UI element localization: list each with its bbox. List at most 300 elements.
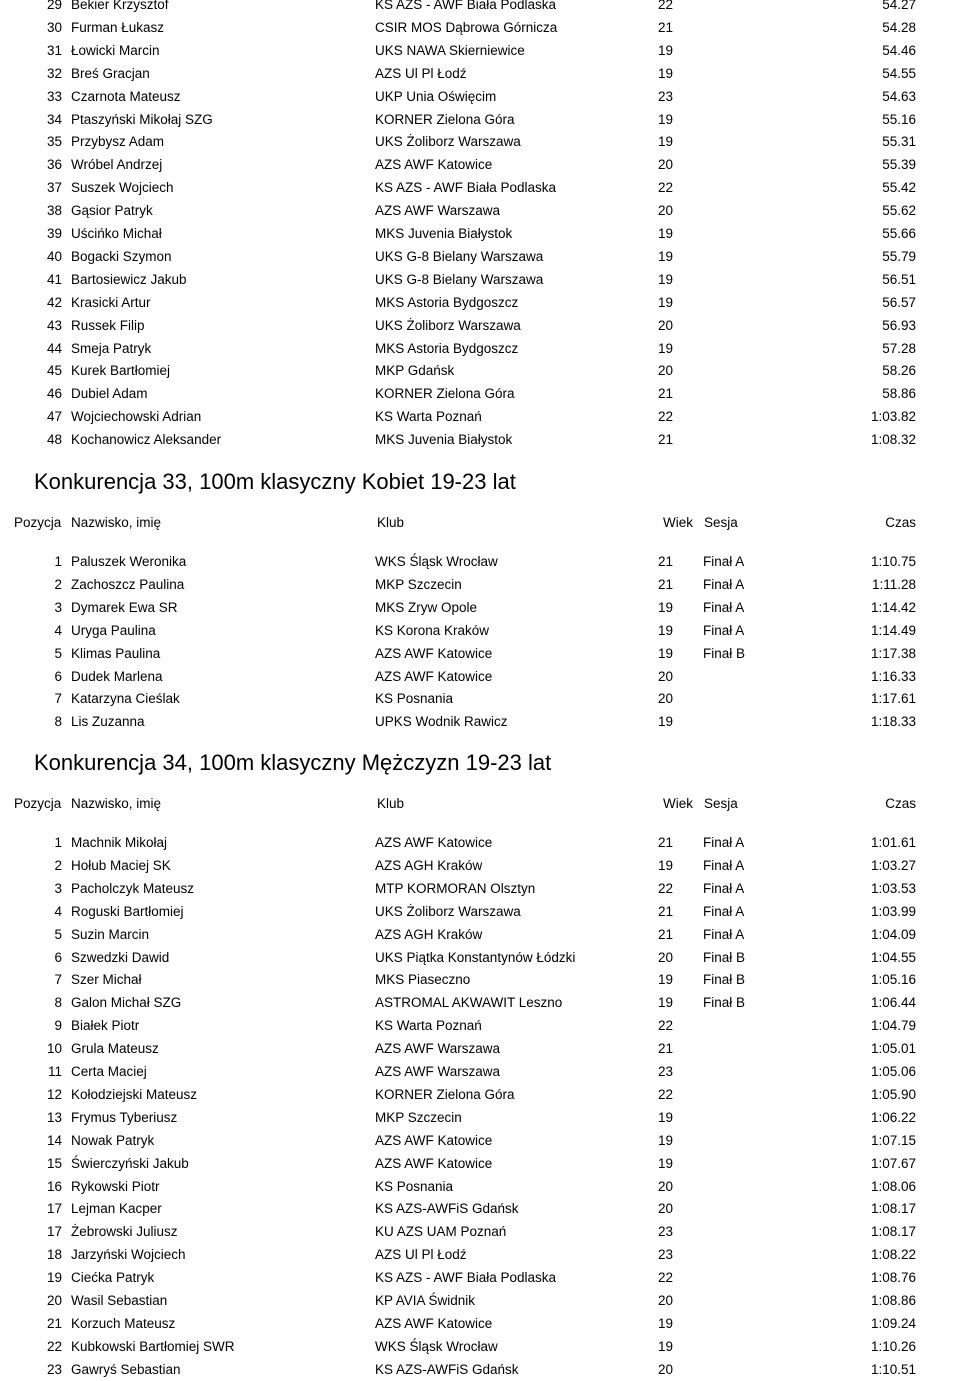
club-cell: MKP Szczecin xyxy=(375,577,462,592)
club-cell: KS AZS-AWFiS Gdańsk xyxy=(375,1201,519,1216)
result-row xyxy=(0,1221,960,1243)
age-cell: 22 xyxy=(658,1087,674,1102)
time-cell: 1:07.67 xyxy=(870,1156,916,1171)
name-cell: Szwedzki Dawid xyxy=(71,950,170,965)
time-cell: 1:08.86 xyxy=(870,1293,916,1308)
age-cell: 19 xyxy=(658,295,674,310)
time-cell: 1:05.90 xyxy=(870,1087,916,1102)
time-cell: 1:06.44 xyxy=(870,995,916,1010)
name-cell: Uryga Paulina xyxy=(71,623,156,638)
header-club: Klub xyxy=(377,515,405,530)
time-cell: 54.27 xyxy=(882,0,916,12)
time-cell: 1:17.38 xyxy=(870,646,916,661)
position-cell: 6 xyxy=(54,669,62,684)
name-cell: Pacholczyk Mateusz xyxy=(71,881,195,896)
position-cell: 7 xyxy=(54,972,62,987)
result-row xyxy=(0,1061,960,1083)
session-cell: Finał B xyxy=(703,950,746,965)
club-cell: AZS AWF Katowice xyxy=(375,157,493,172)
position-cell: 7 xyxy=(54,691,62,706)
result-row xyxy=(0,109,960,131)
session-cell: Finał A xyxy=(703,858,745,873)
age-cell: 20 xyxy=(658,1362,674,1377)
name-cell: Frymus Tyberiusz xyxy=(71,1110,178,1125)
age-cell: 22 xyxy=(658,1270,674,1285)
time-cell: 1:10.26 xyxy=(870,1339,916,1354)
name-cell: Kurek Bartłomiej xyxy=(71,363,171,378)
result-row xyxy=(0,1107,960,1129)
header-name: Nazwisko, imię xyxy=(71,796,162,811)
header-position: Pozycja xyxy=(14,796,62,811)
club-cell: UKS Żoliborz Warszawa xyxy=(375,318,521,333)
position-cell: 21 xyxy=(46,1316,62,1331)
header-session: Sesja xyxy=(704,796,738,811)
age-cell: 19 xyxy=(658,341,674,356)
age-cell: 19 xyxy=(658,66,674,81)
club-cell: AZS Ul Pl Łodź xyxy=(375,1247,467,1262)
result-row xyxy=(0,0,960,16)
age-cell: 22 xyxy=(658,1018,674,1033)
club-cell: WKS Śląsk Wrocław xyxy=(375,554,498,569)
age-cell: 23 xyxy=(658,1224,674,1239)
result-row xyxy=(0,406,960,428)
position-cell: 2 xyxy=(54,858,62,873)
age-cell: 21 xyxy=(658,904,674,919)
time-cell: 1:03.99 xyxy=(870,904,916,919)
position-cell: 9 xyxy=(54,1018,62,1033)
name-cell: Breś Gracjan xyxy=(71,66,150,81)
time-cell: 1:08.17 xyxy=(870,1224,916,1239)
age-cell: 21 xyxy=(658,432,674,447)
position-cell: 29 xyxy=(46,0,62,12)
club-cell: KU AZS UAM Poznań xyxy=(375,1224,507,1239)
time-cell: 56.57 xyxy=(882,295,916,310)
name-cell: Szer Michał xyxy=(71,972,142,987)
age-cell: 22 xyxy=(658,881,674,896)
time-cell: 1:05.01 xyxy=(870,1041,916,1056)
club-cell: MKS Astoria Bydgoszcz xyxy=(375,341,519,356)
result-row xyxy=(0,1130,960,1152)
club-cell: AZS AWF Katowice xyxy=(375,646,493,661)
club-cell: UKP Unia Oświęcim xyxy=(375,89,497,104)
time-cell: 1:07.15 xyxy=(870,1133,916,1148)
name-cell: Łowicki Marcin xyxy=(71,43,160,58)
name-cell: Uścińko Michał xyxy=(71,226,162,241)
club-cell: MKS Piaseczno xyxy=(375,972,471,987)
age-cell: 19 xyxy=(658,134,674,149)
name-cell: Zachoszcz Paulina xyxy=(71,577,185,592)
age-cell: 19 xyxy=(658,1156,674,1171)
position-cell: 42 xyxy=(46,295,62,310)
result-row xyxy=(0,1336,960,1358)
time-cell: 56.93 xyxy=(882,318,916,333)
club-cell: KS AZS - AWF Biała Podlaska xyxy=(375,180,557,195)
age-cell: 20 xyxy=(658,203,674,218)
club-cell: KS Posnania xyxy=(375,1179,454,1194)
name-cell: Ciećka Patryk xyxy=(71,1270,155,1285)
club-cell: MKS Astoria Bydgoszcz xyxy=(375,295,519,310)
name-cell: Nowak Patryk xyxy=(71,1133,155,1148)
club-cell: AZS AWF Katowice xyxy=(375,669,493,684)
club-cell: UKS G-8 Bielany Warszawa xyxy=(375,249,544,264)
position-cell: 17 xyxy=(46,1201,62,1216)
time-cell: 55.16 xyxy=(882,112,916,127)
name-cell: Certa Maciej xyxy=(71,1064,147,1079)
club-cell: AZS AWF Warszawa xyxy=(375,1041,501,1056)
result-row xyxy=(0,1176,960,1198)
name-cell: Ptaszyński Mikołaj SZG xyxy=(71,112,213,127)
age-cell: 19 xyxy=(658,272,674,287)
position-cell: 5 xyxy=(54,927,62,942)
age-cell: 20 xyxy=(658,1293,674,1308)
name-cell: Paluszek Weronika xyxy=(71,554,187,569)
position-cell: 4 xyxy=(54,623,62,638)
name-cell: Lis Zuzanna xyxy=(71,714,145,729)
table-header xyxy=(0,512,960,534)
club-cell: MKS Zryw Opole xyxy=(375,600,478,615)
age-cell: 22 xyxy=(658,409,674,424)
time-cell: 1:17.61 xyxy=(870,691,916,706)
age-cell: 19 xyxy=(658,226,674,241)
result-row xyxy=(0,40,960,62)
name-cell: Kubkowski Bartłomiej SWR xyxy=(71,1339,235,1354)
club-cell: MKS Juvenia Białystok xyxy=(375,226,513,241)
position-cell: 30 xyxy=(46,20,62,35)
section-title: Konkurencja 34, 100m klasyczny Mężczyzn 19-23 lat xyxy=(34,750,552,775)
club-cell: UKS NAWA Skierniewice xyxy=(375,43,525,58)
position-cell: 36 xyxy=(46,157,62,172)
position-cell: 1 xyxy=(54,554,62,569)
header-session: Sesja xyxy=(704,515,738,530)
age-cell: 23 xyxy=(658,89,674,104)
age-cell: 21 xyxy=(658,20,674,35)
club-cell: KS Posnania xyxy=(375,691,454,706)
name-cell: Kołodziejski Mateusz xyxy=(71,1087,198,1102)
name-cell: Rykowski Piotr xyxy=(71,1179,160,1194)
time-cell: 1:06.22 xyxy=(870,1110,916,1125)
result-row xyxy=(0,360,960,382)
club-cell: KORNER Zielona Góra xyxy=(375,386,515,401)
section-title: Konkurencja 33, 100m klasyczny Kobiet 19-23 lat xyxy=(34,469,516,494)
name-cell: Bekier Krzysztof xyxy=(71,0,169,12)
result-row xyxy=(0,223,960,245)
age-cell: 21 xyxy=(658,835,674,850)
position-cell: 33 xyxy=(46,89,62,104)
result-row xyxy=(0,131,960,153)
result-row xyxy=(0,1153,960,1175)
position-cell: 14 xyxy=(46,1133,62,1148)
result-row xyxy=(0,200,960,222)
name-cell: Suzin Marcin xyxy=(71,927,150,942)
age-cell: 23 xyxy=(658,1247,674,1262)
position-cell: 12 xyxy=(46,1087,62,1102)
name-cell: Hołub Maciej SK xyxy=(71,858,171,873)
age-cell: 19 xyxy=(658,1339,674,1354)
position-cell: 23 xyxy=(46,1362,62,1377)
age-cell: 19 xyxy=(658,972,674,987)
name-cell: Wojciechowski Adrian xyxy=(71,409,202,424)
session-cell: Finał A xyxy=(703,835,745,850)
name-cell: Machnik Mikołaj xyxy=(71,835,168,850)
age-cell: 22 xyxy=(658,180,674,195)
header-name: Nazwisko, imię xyxy=(71,515,162,530)
table-header xyxy=(0,793,960,815)
name-cell: Smeja Patryk xyxy=(71,341,152,356)
name-cell: Krasicki Artur xyxy=(71,295,151,310)
club-cell: AZS AWF Katowice xyxy=(375,1133,493,1148)
age-cell: 19 xyxy=(658,43,674,58)
club-cell: AZS AGH Kraków xyxy=(375,927,483,942)
name-cell: Czarnota Mateusz xyxy=(71,89,181,104)
name-cell: Białek Piotr xyxy=(71,1018,140,1033)
name-cell: Gawryś Sebastian xyxy=(71,1362,181,1377)
age-cell: 21 xyxy=(658,1041,674,1056)
name-cell: Dubiel Adam xyxy=(71,386,148,401)
name-cell: Grula Mateusz xyxy=(71,1041,159,1056)
result-row xyxy=(0,86,960,108)
club-cell: KS Warta Poznań xyxy=(375,1018,482,1033)
age-cell: 19 xyxy=(658,1110,674,1125)
age-cell: 22 xyxy=(658,0,674,12)
club-cell: AZS Ul Pl Łodź xyxy=(375,66,467,81)
result-row xyxy=(0,429,960,451)
position-cell: 47 xyxy=(46,409,62,424)
position-cell: 44 xyxy=(46,341,62,356)
result-row xyxy=(0,292,960,314)
position-cell: 41 xyxy=(46,272,62,287)
result-row xyxy=(0,1290,960,1312)
age-cell: 19 xyxy=(658,249,674,264)
time-cell: 1:10.75 xyxy=(870,554,916,569)
result-row xyxy=(0,924,960,946)
position-cell: 32 xyxy=(46,66,62,81)
result-row xyxy=(0,597,960,619)
age-cell: 20 xyxy=(658,1201,674,1216)
time-cell: 1:01.61 xyxy=(870,835,916,850)
position-cell: 20 xyxy=(46,1293,62,1308)
club-cell: UKS Żoliborz Warszawa xyxy=(375,904,521,919)
name-cell: Russek Filip xyxy=(71,318,145,333)
result-row xyxy=(0,315,960,337)
age-cell: 19 xyxy=(658,1133,674,1148)
time-cell: 54.46 xyxy=(882,43,916,58)
time-cell: 55.62 xyxy=(882,203,916,218)
result-row xyxy=(0,338,960,360)
result-row xyxy=(0,711,960,733)
result-row xyxy=(0,620,960,642)
result-row xyxy=(0,969,960,991)
club-cell: AZS AGH Kraków xyxy=(375,858,483,873)
club-cell: AZS AWF Warszawa xyxy=(375,1064,501,1079)
club-cell: MKS Juvenia Białystok xyxy=(375,432,513,447)
result-row xyxy=(0,1313,960,1335)
result-row xyxy=(0,269,960,291)
position-cell: 17 xyxy=(46,1224,62,1239)
position-cell: 6 xyxy=(54,950,62,965)
name-cell: Jarzyński Wojciech xyxy=(71,1247,186,1262)
position-cell: 18 xyxy=(46,1247,62,1262)
header-age: Wiek xyxy=(663,515,693,530)
club-cell: UKS Piątka Konstantynów Łódzki xyxy=(375,950,576,965)
name-cell: Korzuch Mateusz xyxy=(71,1316,176,1331)
time-cell: 1:10.51 xyxy=(870,1362,916,1377)
position-cell: 1 xyxy=(54,835,62,850)
club-cell: AZS AWF Katowice xyxy=(375,1316,493,1331)
name-cell: Bogacki Szymon xyxy=(71,249,172,264)
age-cell: 20 xyxy=(658,669,674,684)
time-cell: 1:18.33 xyxy=(870,714,916,729)
session-cell: Finał B xyxy=(703,972,746,987)
club-cell: KS Korona Kraków xyxy=(375,623,490,638)
session-cell: Finał B xyxy=(703,995,746,1010)
club-cell: CSIR MOS Dąbrowa Górnicza xyxy=(375,20,558,35)
position-cell: 11 xyxy=(47,1064,62,1079)
time-cell: 1:11.28 xyxy=(871,577,916,592)
position-cell: 13 xyxy=(46,1110,62,1125)
time-cell: 58.86 xyxy=(882,386,916,401)
time-cell: 57.28 xyxy=(882,341,916,356)
time-cell: 1:08.22 xyxy=(870,1247,916,1262)
session-cell: Finał A xyxy=(703,623,745,638)
result-row xyxy=(0,17,960,39)
result-row xyxy=(0,177,960,199)
result-row xyxy=(0,383,960,405)
time-cell: 1:04.55 xyxy=(870,950,916,965)
age-cell: 19 xyxy=(658,600,674,615)
name-cell: Bartosiewicz Jakub xyxy=(71,272,187,287)
time-cell: 1:05.16 xyxy=(870,972,916,987)
position-cell: 45 xyxy=(46,363,62,378)
position-cell: 10 xyxy=(46,1041,62,1056)
position-cell: 5 xyxy=(54,646,62,661)
time-cell: 54.28 xyxy=(882,20,916,35)
name-cell: Suszek Wojciech xyxy=(71,180,174,195)
club-cell: KS AZS - AWF Biała Podlaska xyxy=(375,1270,557,1285)
name-cell: Dudek Marlena xyxy=(71,669,163,684)
name-cell: Galon Michał SZG xyxy=(71,995,182,1010)
name-cell: Furman Łukasz xyxy=(71,20,165,35)
position-cell: 48 xyxy=(46,432,62,447)
name-cell: Przybysz Adam xyxy=(71,134,165,149)
age-cell: 19 xyxy=(658,858,674,873)
time-cell: 1:03.82 xyxy=(870,409,916,424)
position-cell: 37 xyxy=(46,180,62,195)
age-cell: 21 xyxy=(658,577,674,592)
result-row xyxy=(0,643,960,665)
time-cell: 54.55 xyxy=(882,66,916,81)
result-row xyxy=(0,901,960,923)
club-cell: KP AVIA Świdnik xyxy=(375,1293,476,1308)
result-row xyxy=(0,992,960,1014)
name-cell: Klimas Paulina xyxy=(71,646,161,661)
club-cell: MKP Szczecin xyxy=(375,1110,462,1125)
session-cell: Finał A xyxy=(703,881,745,896)
name-cell: Żebrowski Juliusz xyxy=(71,1224,178,1239)
time-cell: 55.79 xyxy=(882,249,916,264)
result-row xyxy=(0,154,960,176)
position-cell: 2 xyxy=(54,577,62,592)
position-cell: 8 xyxy=(54,995,62,1010)
club-cell: UPKS Wodnik Rawicz xyxy=(375,714,508,729)
time-cell: 1:09.24 xyxy=(870,1316,916,1331)
time-cell: 1:03.27 xyxy=(870,858,916,873)
club-cell: MTP KORMORAN Olsztyn xyxy=(375,881,536,896)
result-row xyxy=(0,947,960,969)
club-cell: AZS AWF Warszawa xyxy=(375,203,501,218)
age-cell: 19 xyxy=(658,112,674,127)
position-cell: 3 xyxy=(54,600,62,615)
header-position: Pozycja xyxy=(14,515,62,530)
position-cell: 8 xyxy=(54,714,62,729)
age-cell: 20 xyxy=(658,157,674,172)
position-cell: 34 xyxy=(46,112,62,127)
position-cell: 19 xyxy=(46,1270,62,1285)
header-club: Klub xyxy=(377,796,405,811)
header-age: Wiek xyxy=(663,796,693,811)
club-cell: AZS AWF Katowice xyxy=(375,1156,493,1171)
name-cell: Wasil Sebastian xyxy=(71,1293,168,1308)
club-cell: UKS G-8 Bielany Warszawa xyxy=(375,272,544,287)
time-cell: 1:08.06 xyxy=(870,1179,916,1194)
age-cell: 21 xyxy=(658,927,674,942)
age-cell: 20 xyxy=(658,363,674,378)
club-cell: KORNER Zielona Góra xyxy=(375,1087,515,1102)
time-cell: 54.63 xyxy=(882,89,916,104)
age-cell: 19 xyxy=(658,1316,674,1331)
time-cell: 1:04.79 xyxy=(870,1018,916,1033)
header-time: Czas xyxy=(885,796,916,811)
session-cell: Finał A xyxy=(703,904,745,919)
age-cell: 20 xyxy=(658,950,674,965)
position-cell: 3 xyxy=(54,881,62,896)
name-cell: Wróbel Andrzej xyxy=(71,157,163,172)
position-cell: 35 xyxy=(46,134,62,149)
name-cell: Świerczyński Jakub xyxy=(71,1156,189,1171)
age-cell: 21 xyxy=(658,386,674,401)
result-row xyxy=(0,246,960,268)
age-cell: 20 xyxy=(658,691,674,706)
position-cell: 40 xyxy=(46,249,62,264)
name-cell: Kochanowicz Aleksander xyxy=(71,432,222,447)
time-cell: 1:05.06 xyxy=(870,1064,916,1079)
result-row xyxy=(0,1084,960,1106)
club-cell: KS AZS-AWFiS Gdańsk xyxy=(375,1362,519,1377)
time-cell: 1:08.17 xyxy=(870,1201,916,1216)
club-cell: KORNER Zielona Góra xyxy=(375,112,515,127)
position-cell: 43 xyxy=(46,318,62,333)
time-cell: 58.26 xyxy=(882,363,916,378)
time-cell: 55.66 xyxy=(882,226,916,241)
name-cell: Katarzyna Cieślak xyxy=(71,691,180,706)
time-cell: 55.39 xyxy=(882,157,916,172)
position-cell: 15 xyxy=(46,1156,62,1171)
position-cell: 39 xyxy=(46,226,62,241)
time-cell: 1:03.53 xyxy=(870,881,916,896)
position-cell: 22 xyxy=(46,1339,62,1354)
club-cell: MKP Gdańsk xyxy=(375,363,455,378)
time-cell: 55.31 xyxy=(882,134,916,149)
session-cell: Finał A xyxy=(703,554,745,569)
session-cell: Finał B xyxy=(703,646,746,661)
session-cell: Finał A xyxy=(703,577,745,592)
result-row xyxy=(0,832,960,854)
position-cell: 46 xyxy=(46,386,62,401)
age-cell: 20 xyxy=(658,1179,674,1194)
position-cell: 4 xyxy=(54,904,62,919)
club-cell: KS AZS - AWF Biała Podlaska xyxy=(375,0,557,12)
result-row xyxy=(0,574,960,596)
position-cell: 16 xyxy=(46,1179,62,1194)
